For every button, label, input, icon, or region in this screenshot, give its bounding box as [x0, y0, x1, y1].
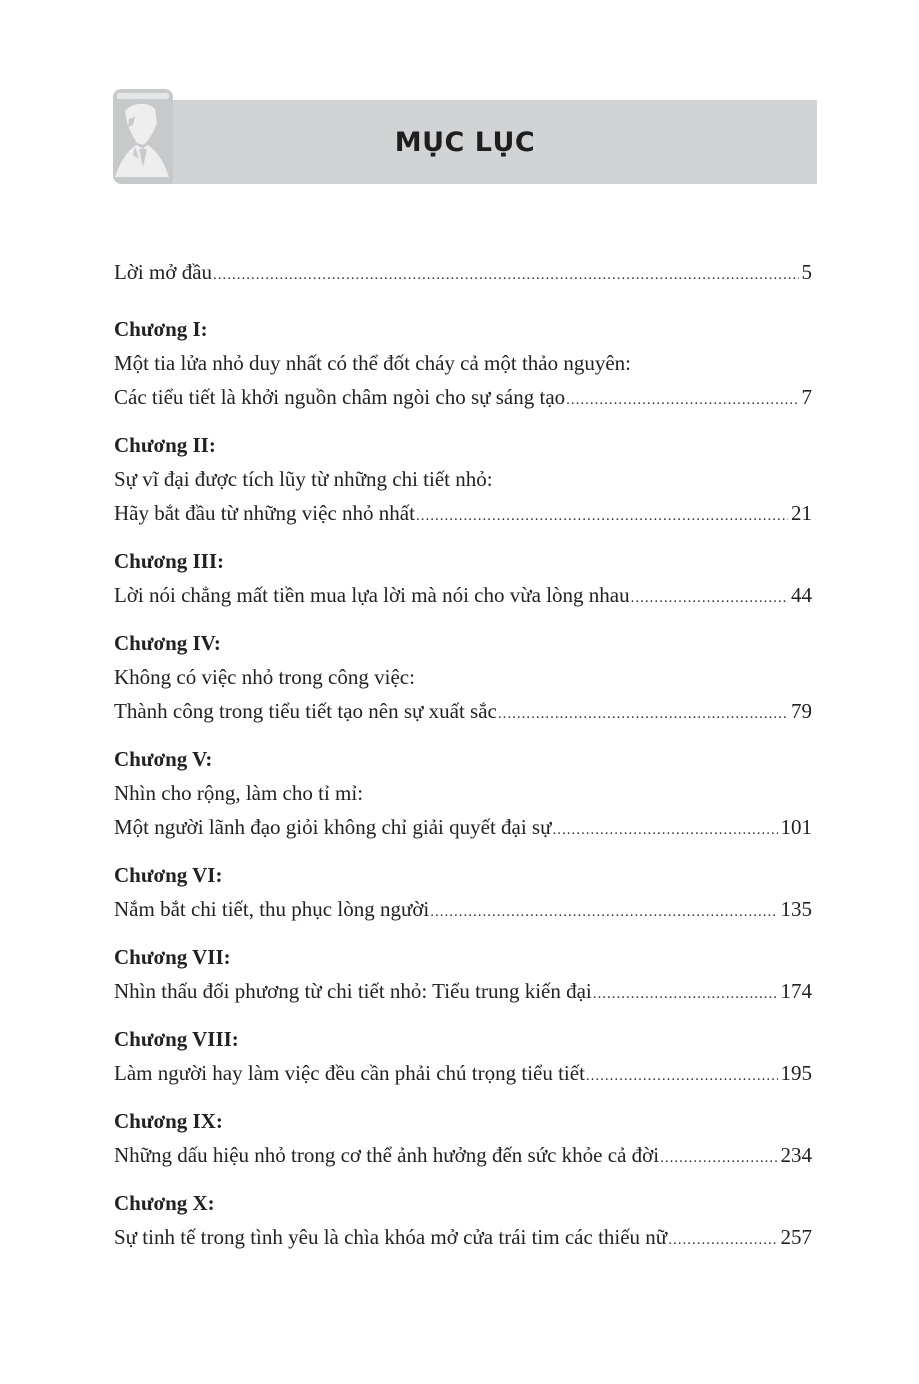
dot-leader [593, 977, 778, 1011]
chapter-label: Chương I: [114, 317, 208, 341]
chapter-title: Những dấu hiệu nhỏ trong cơ thể ảnh hưởng đến sức khỏe cả đời [114, 1143, 660, 1167]
chapter-title: Nắm bắt chi tiết, thu phục lòng người [114, 897, 430, 921]
toc-page-number: 5 [801, 260, 812, 284]
toc-page-number: 135 [780, 897, 812, 921]
toc-entry-chapter-6[interactable] [114, 859, 812, 926]
toc-entry-intro[interactable] [114, 255, 812, 289]
dot-leader [631, 581, 788, 615]
chapter-title: Lời nói chẳng mất tiền mua lựa lời mà nói cho vừa lòng nhau [114, 583, 630, 607]
toc-page-number: 257 [780, 1225, 812, 1249]
dot-leader [552, 813, 777, 847]
chapter-title: Sự tinh tế trong tình yêu là chìa khóa mở cửa trái tim các thiếu nữ [114, 1225, 668, 1249]
toc-entry-title: Lời mở đầu [114, 260, 213, 284]
dot-leader [498, 697, 788, 731]
toc-entry-chapter-7[interactable] [114, 941, 812, 1008]
toc-entry-chapter-1[interactable] [114, 313, 812, 414]
chapter-label: Chương IV: [114, 631, 221, 655]
chapter-label: Chương V: [114, 747, 213, 771]
chapter-subtitle: Nhìn cho rộng, làm cho tỉ mỉ: [114, 781, 364, 805]
toc-page-number: 101 [780, 815, 812, 839]
chapter-label: Chương III: [114, 549, 225, 573]
dot-leader [586, 1059, 778, 1093]
chapter-subtitle: Không có việc nhỏ trong công việc: [114, 665, 415, 689]
toc-page-number: 234 [780, 1143, 812, 1167]
chapter-title: Các tiểu tiết là khởi nguồn châm ngòi cho sự sáng tạo [114, 385, 566, 409]
toc-entry-chapter-9[interactable] [114, 1105, 812, 1172]
dot-leader [668, 1223, 777, 1257]
chapter-title: Nhìn thấu đối phương từ chi tiết nhỏ: Tiểu trung kiến đại [114, 979, 592, 1003]
chapter-title: Thành công trong tiểu tiết tạo nên sự xuất sắc [114, 699, 497, 723]
toc-page-number: 44 [791, 583, 812, 607]
chapter-subtitle: Một tia lửa nhỏ duy nhất có thể đốt cháy cả một thảo nguyên: [114, 351, 632, 375]
chapter-label: Chương X: [114, 1191, 215, 1215]
chapter-title: Hãy bắt đầu từ những việc nhỏ nhất [114, 501, 415, 525]
dot-leader [430, 895, 777, 929]
chapter-label: Chương II: [114, 433, 216, 457]
toc-page-number: 21 [791, 501, 812, 525]
toc-page-number: 195 [780, 1061, 812, 1085]
dot-leader [213, 258, 798, 292]
dot-leader [566, 383, 798, 417]
toc-page-number: 174 [780, 979, 812, 1003]
table-of-contents [114, 255, 812, 1269]
chapter-label: Chương VI: [114, 863, 223, 887]
toc-entry-chapter-4[interactable] [114, 627, 812, 728]
chapter-title: Một người lãnh đạo giỏi không chỉ giải quyết đại sự [114, 815, 552, 839]
dot-leader [660, 1141, 777, 1175]
toc-entry-chapter-10[interactable] [114, 1187, 812, 1254]
toc-entry-chapter-2[interactable] [114, 429, 812, 530]
toc-entry-chapter-3[interactable] [114, 545, 812, 612]
toc-page-number: 7 [801, 385, 812, 409]
toc-page-number: 79 [791, 699, 812, 723]
chapter-title: Làm người hay làm việc đều cần phải chú trọng tiểu tiết [114, 1061, 585, 1085]
toc-entry-chapter-8[interactable] [114, 1023, 812, 1090]
chapter-label: Chương IX: [114, 1109, 223, 1133]
page-title: MỤC LỤC [394, 126, 536, 158]
chapter-label: Chương VII: [114, 945, 231, 969]
chapter-subtitle: Sự vĩ đại được tích lũy từ những chi tiết nhỏ: [114, 467, 493, 491]
toc-entry-chapter-5[interactable] [114, 743, 812, 844]
dot-leader [416, 499, 788, 533]
chapter-label: Chương VIII: [114, 1027, 239, 1051]
